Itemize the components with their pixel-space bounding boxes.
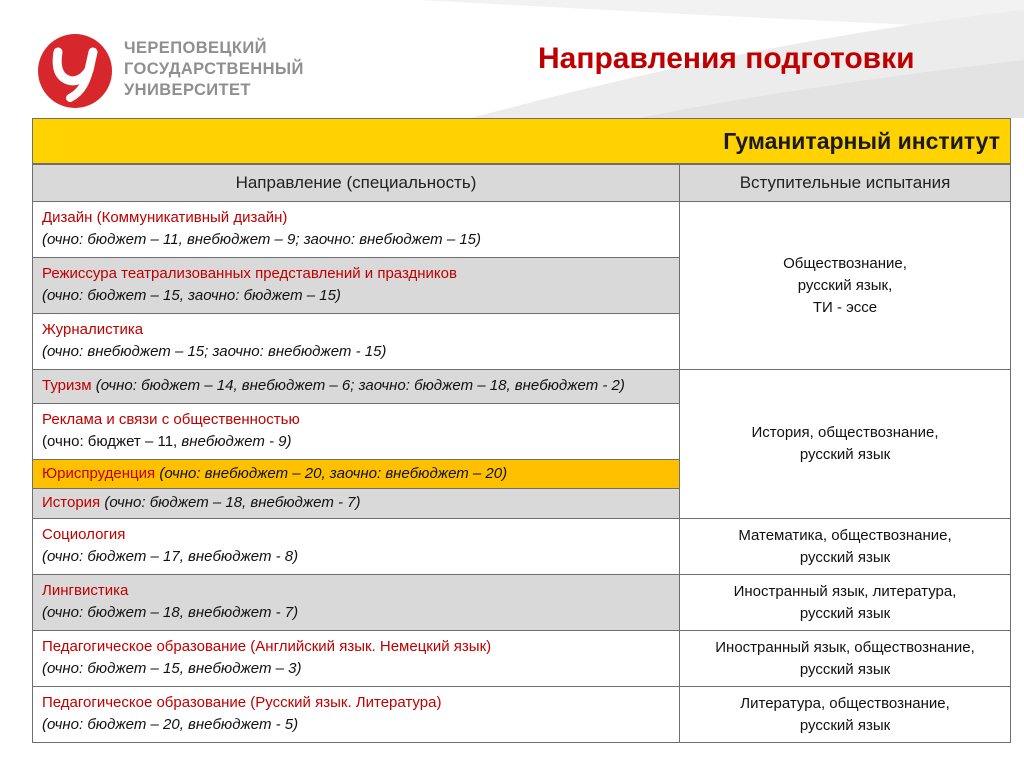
header — [0, 0, 1024, 115]
direction-cell — [33, 404, 680, 460]
direction-name: Педагогическое образование (Английский язык. Немецкий язык) — [42, 638, 492, 655]
exam-line: русский язык — [799, 604, 891, 622]
direction-cell — [33, 519, 680, 575]
exam-line: русский язык — [799, 446, 891, 463]
direction-places: внебюджет - 9) — [181, 433, 292, 450]
institute-row — [33, 119, 1011, 165]
table-row — [33, 631, 1011, 687]
exam-line: Математика, обществознание, — [738, 526, 952, 544]
table-row — [33, 575, 1011, 631]
direction-name: Туризм — [42, 377, 92, 394]
exam-line: История, обществознание, — [751, 424, 939, 441]
directions-table-wrapper — [32, 118, 1010, 743]
exams-cell — [680, 575, 1011, 631]
exam-line: русский язык — [799, 548, 891, 566]
direction-cell — [33, 631, 680, 687]
direction-cell — [33, 575, 680, 631]
direction-name: Режиссура театрализованных представлений и праздников — [42, 265, 457, 282]
table-header-row — [33, 164, 1011, 202]
direction-name: Социология — [42, 526, 126, 543]
direction-name: Лингвистика — [42, 582, 129, 599]
exams-cell — [680, 687, 1011, 743]
university-name-line: УНИВЕРСИТЕТ — [124, 81, 251, 99]
direction-places: (очно: бюджет – 14, внебюджет – 6; заочно: бюджет – 18, внебюджет - 2) — [91, 377, 625, 394]
direction-places: (очно: бюджет – 15, внебюджет – 3) — [42, 660, 302, 677]
column-header-exams: Вступительные испытания — [680, 164, 1011, 202]
direction-places-plain: (очно: бюджет – 11, — [42, 433, 182, 450]
exams-cell — [680, 370, 1011, 519]
exams-cell — [680, 519, 1011, 575]
direction-name: Реклама и связи с общественностью — [42, 411, 300, 428]
directions-table — [32, 118, 1011, 743]
direction-name: Дизайн (Коммуникативный дизайн) — [42, 209, 288, 226]
direction-cell — [33, 489, 680, 519]
exam-line: русский язык — [799, 716, 891, 734]
table-row — [33, 202, 1011, 258]
direction-places: (очно: бюджет – 17, внебюджет - 8) — [42, 548, 299, 565]
direction-cell — [33, 370, 680, 404]
direction-places: (очно: бюджет – 18, внебюджет - 7) — [100, 494, 361, 511]
exam-line: Литература, обществознание, — [740, 694, 950, 712]
direction-name: Педагогическое образование (Русский язык. Литература) — [42, 694, 442, 711]
exams-cell — [680, 631, 1011, 687]
table-row — [33, 370, 1011, 404]
exam-line: Иностранный язык, обществознание, — [715, 638, 975, 656]
direction-cell — [33, 202, 680, 258]
direction-cell — [33, 687, 680, 743]
direction-cell — [33, 314, 680, 370]
exam-line: русский язык — [799, 660, 891, 678]
exam-line: ТИ - эссе — [812, 298, 878, 316]
direction-cell — [33, 258, 680, 314]
direction-places: (очно: бюджет – 15, заочно: бюджет – 15) — [42, 287, 341, 304]
institute-title: Гуманитарный институт — [33, 119, 1011, 165]
exam-line: Обществознание, — [783, 254, 907, 272]
table-row — [33, 519, 1011, 575]
university-logo-icon — [36, 32, 114, 110]
column-header-direction: Направление (специальность) — [33, 164, 680, 202]
university-name — [124, 38, 304, 101]
direction-name: Юриспруденция — [42, 465, 156, 482]
direction-places: (очно: внебюджет – 20, заочно: внебюджет – 20) — [155, 465, 508, 482]
exams-cell — [680, 202, 1011, 370]
university-name-line: ЧЕРЕПОВЕЦКИЙ — [124, 39, 267, 57]
direction-places: (очно: бюджет – 20, внебюджет - 5) — [42, 716, 299, 733]
direction-cell-highlighted — [33, 460, 680, 489]
direction-name: Журналистика — [42, 321, 144, 338]
direction-places: (очно: бюджет – 18, внебюджет - 7) — [42, 604, 299, 621]
page-title: Направления подготовки — [538, 42, 915, 75]
direction-name: История — [42, 494, 101, 511]
exam-line: русский язык, — [797, 276, 893, 294]
direction-places: (очно: внебюджет – 15; заочно: внебюджет - 15) — [42, 343, 387, 360]
table-row — [33, 687, 1011, 743]
direction-places: (очно: бюджет – 11, внебюджет – 9; заочно: внебюджет – 15) — [42, 231, 482, 248]
exam-line: Иностранный язык, литература, — [733, 582, 957, 600]
university-name-line: ГОСУДАРСТВЕННЫЙ — [124, 60, 304, 78]
